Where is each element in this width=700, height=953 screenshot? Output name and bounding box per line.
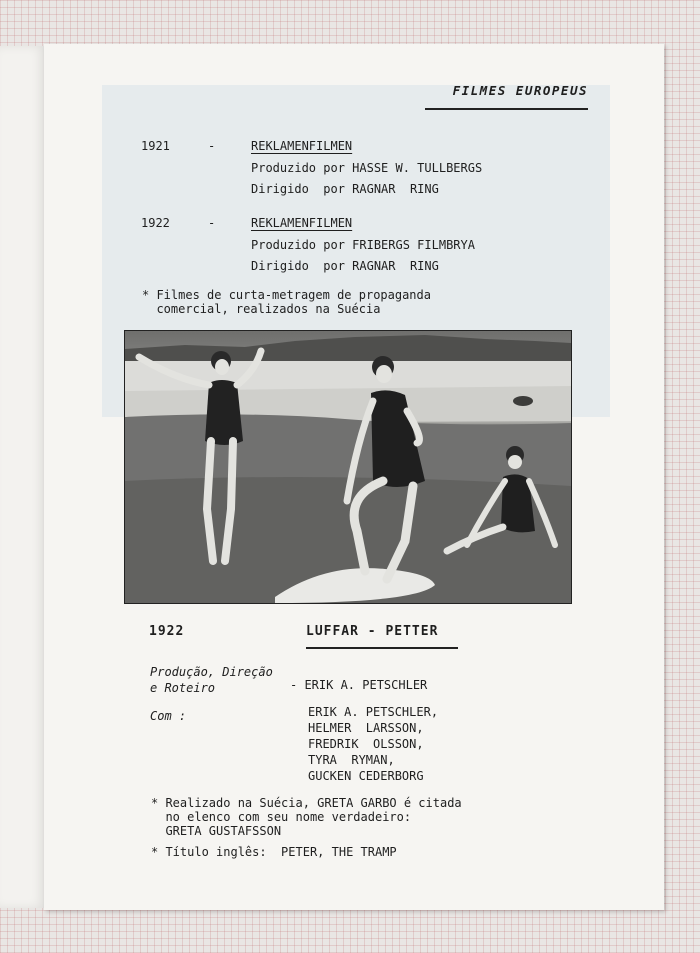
film-still-photo — [124, 330, 572, 604]
entry-2-director: Dirigido por RAGNAR RING — [251, 259, 439, 273]
cast-member: ERIK A. PETSCHLER, — [308, 705, 439, 719]
page-header: FILMES EUROPEUS — [452, 83, 588, 98]
cast-member: TYRA RYMAN, — [308, 753, 395, 767]
note-garbo-line1: * Realizado na Suécia, GRETA GARBO é citada — [151, 796, 462, 810]
entry-2-producer: Produzido por FRIBERGS FILMBRYA — [251, 238, 475, 252]
left-page-edge — [0, 46, 47, 908]
entry-1-year: 1921 — [141, 139, 170, 153]
entry-2-title: REKLAMENFILMEN — [251, 216, 353, 230]
cast-member: HELMER LARSSON, — [308, 721, 424, 735]
production-value: - ERIK A. PETSCHLER — [290, 678, 428, 692]
note-garbo-line2: no elenco com seu nome verdadeiro: — [151, 810, 412, 824]
film-year: 1922 — [149, 624, 185, 639]
film-title: LUFFAR - PETTER — [306, 624, 439, 639]
film-title-underline — [306, 647, 458, 649]
header-underline — [425, 108, 588, 110]
booklet-page — [44, 44, 664, 910]
production-label-line1: Produção, Direção — [150, 665, 273, 679]
cast-label: Com : — [150, 709, 187, 723]
photo-illustration — [125, 331, 571, 603]
entry-1-dash: - — [208, 139, 216, 153]
cast-member: FREDRIK OLSSON, — [308, 737, 424, 751]
entry-2-dash: - — [208, 216, 216, 230]
entry-1-producer: Produzido por HASSE W. TULLBERGS — [251, 161, 483, 175]
cast-member: GUCKEN CEDERBORG — [308, 769, 424, 783]
note-garbo-line3: GRETA GUSTAFSSON — [151, 824, 282, 838]
entry-1-title: REKLAMENFILMEN — [251, 139, 353, 153]
note-english-title: * Título inglês: PETER, THE TRAMP — [151, 845, 397, 859]
production-label-line2: e Roteiro — [150, 681, 216, 695]
entry-2-year: 1922 — [141, 216, 170, 230]
entry-1-director: Dirigido por RAGNAR RING — [251, 182, 439, 196]
note-short-films-line2: comercial, realizados na Suécia — [142, 302, 381, 316]
note-short-films-line1: * Filmes de curta-metragem de propaganda — [142, 288, 431, 302]
